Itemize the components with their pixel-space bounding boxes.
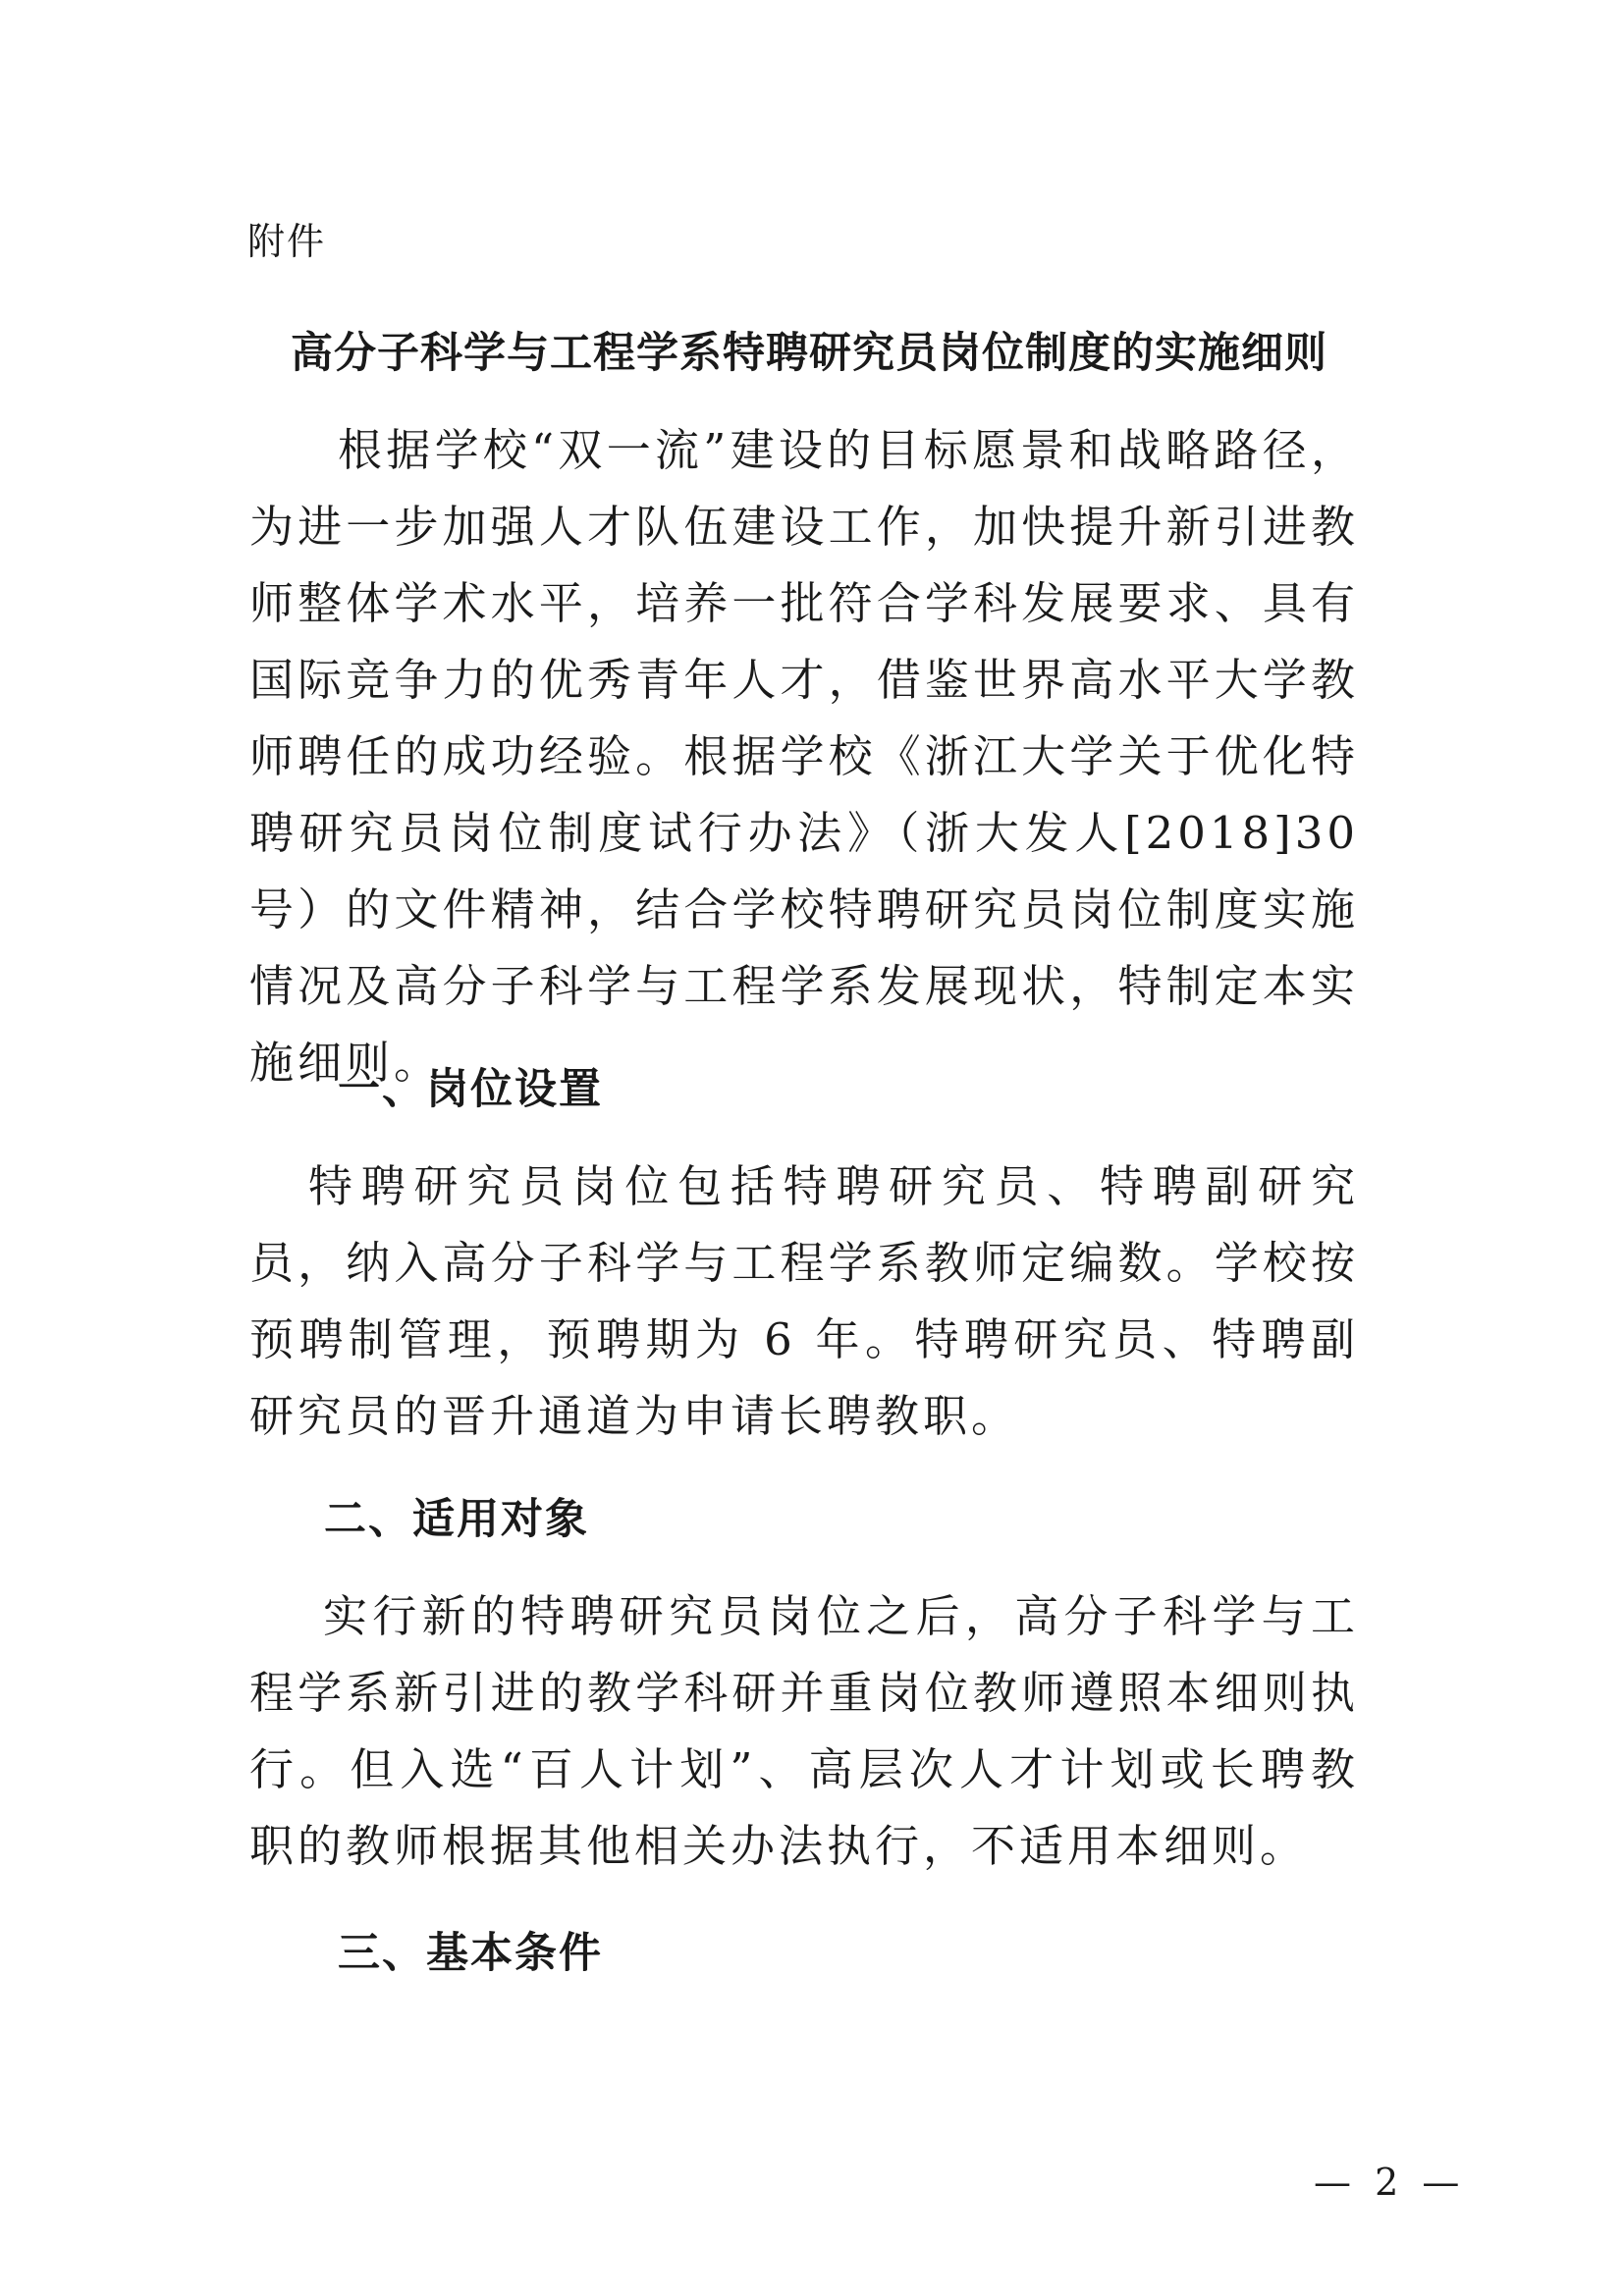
section-heading-basic-conditions: 三、基本条件 bbox=[338, 1929, 603, 1978]
document-title: 高分子科学与工程学系特聘研究员岗位制度的实施细则 bbox=[291, 329, 1327, 378]
section-heading-applicable-scope: 二、适用对象 bbox=[324, 1495, 589, 1544]
section-paragraph-applicable-scope: 实行新的特聘研究员岗位之后，高分子科学与工程学系新引进的教学科研并重岗位教师遵照本细则执行。但入选“百人计划”、高层次人才计划或长聘教职的教师根据其他相关办法执行，不适用本细则。 bbox=[249, 1590, 1359, 1872]
page-number: — 2 — bbox=[1314, 2161, 1466, 2204]
intro-paragraph: 根据学校“双一流”建设的目标愿景和战略路径，为进一步加强人才队伍建设工作，加快提升新引进教师整体学术水平，培养一批符合学科发展要求、具有国际竞争力的优秀青年人才，借鉴世界高水平大学教师聘任的成功经验。根据学校《浙江大学关于优化特聘研究员岗位制度试行办法》（浙大发人[2018]30 号）的文件精神，结合学校特聘研究员岗位制度实施情况及高分子科学与工程学系发展现状，特制定本实施细则。 bbox=[249, 424, 1359, 1089]
attachment-label: 附件 bbox=[247, 220, 327, 263]
section-heading-position-setting: 一、岗位设置 bbox=[338, 1065, 603, 1114]
section-paragraph-position-setting: 特聘研究员岗位包括特聘研究员、特聘副研究员，纳入高分子科学与工程学系教师定编数。学校按预聘制管理，预聘期为 6 年。特聘研究员、特聘副研究员的晋升通道为申请长聘教职。 bbox=[249, 1160, 1359, 1442]
